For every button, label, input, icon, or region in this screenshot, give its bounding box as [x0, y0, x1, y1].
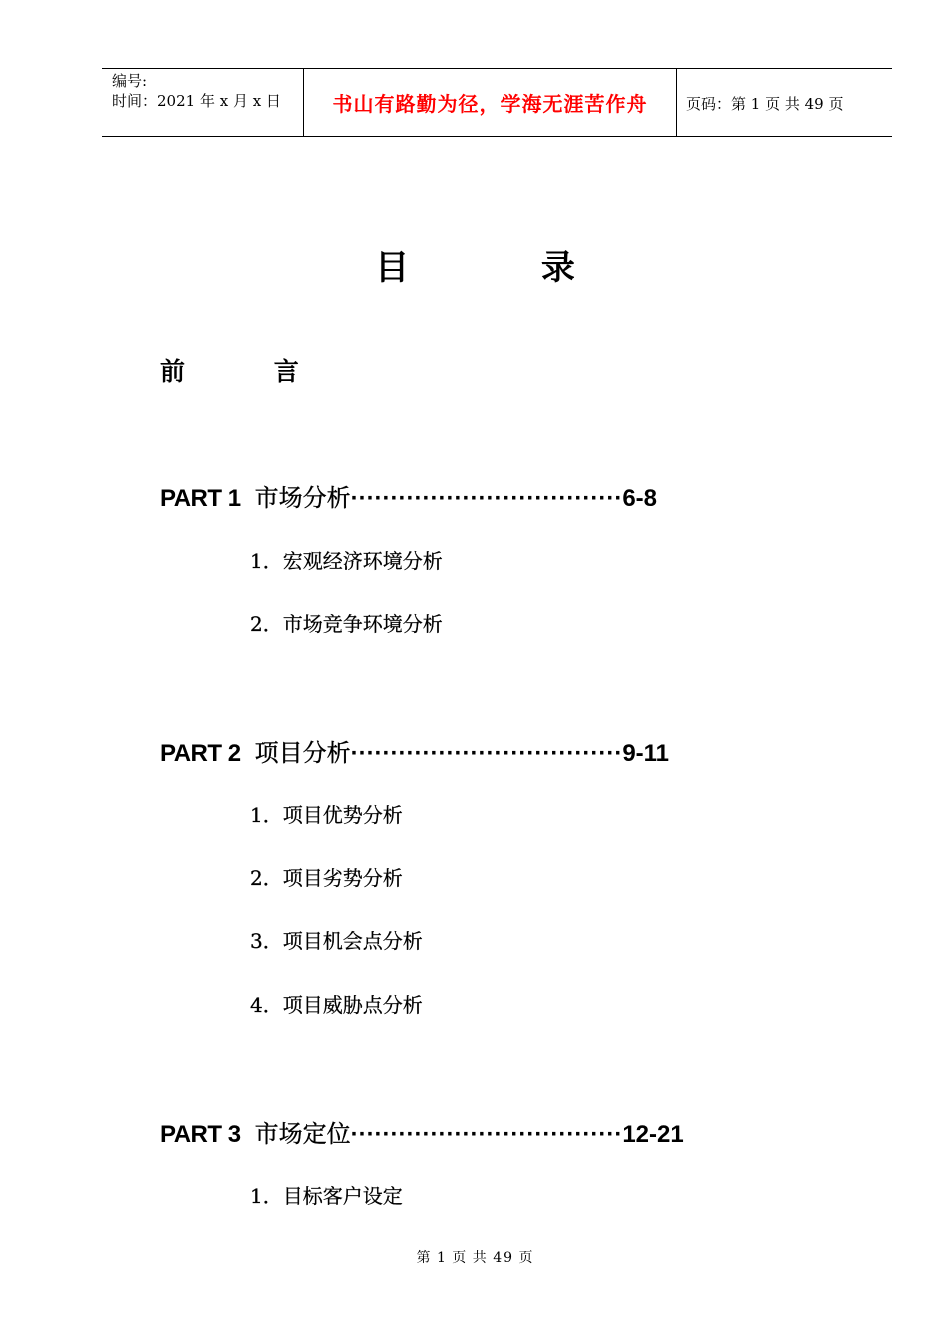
- part-pages: 6-8: [622, 485, 657, 512]
- part-label: PART 3: [160, 1121, 241, 1148]
- page-footer: 第 1 页 共 49 页: [416, 1250, 534, 1266]
- toc-item[interactable]: 2．项目劣势分析: [250, 866, 403, 890]
- toc-part-1[interactable]: [160, 478, 657, 513]
- part-leader: ··································: [350, 485, 623, 512]
- toc-item[interactable]: 1．目标客户设定: [250, 1184, 403, 1208]
- part-label: PART 1: [160, 485, 241, 512]
- header-motto: 书山有路勤为径，学海无涯苦作舟: [332, 92, 648, 116]
- date-label: 时间：2021 年 x 月 x 日: [112, 92, 281, 110]
- toc-part-3[interactable]: [160, 1114, 684, 1149]
- header-meta: [112, 71, 281, 111]
- part-pages: 9-11: [622, 740, 670, 767]
- part-label: PART 2: [160, 740, 241, 767]
- toc-item[interactable]: 2．市场竞争环境分析: [250, 612, 443, 636]
- part-leader: ··································: [350, 1121, 623, 1148]
- toc-title: 目 录: [375, 248, 635, 288]
- toc-part-2[interactable]: [160, 733, 669, 768]
- part-name: 项目分析: [254, 739, 351, 767]
- part-name: 市场定位: [254, 1120, 351, 1148]
- part-leader: ··································: [350, 740, 623, 767]
- header-divider: [676, 69, 677, 136]
- part-pages: 12-21: [622, 1121, 684, 1148]
- toc-item[interactable]: 1．宏观经济环境分析: [250, 549, 443, 573]
- part-name: 市场分析: [254, 484, 351, 512]
- toc-item[interactable]: 4．项目威胁点分析: [250, 993, 423, 1017]
- toc-item[interactable]: 3．项目机会点分析: [250, 929, 423, 953]
- toc-item[interactable]: 1．项目优势分析: [250, 803, 403, 827]
- header-page-info: 页码：第 1 页 共 49 页: [686, 95, 844, 113]
- code-label: 编号:: [112, 72, 148, 90]
- page-header: [102, 68, 892, 137]
- toc-preface: 前 言: [160, 357, 339, 386]
